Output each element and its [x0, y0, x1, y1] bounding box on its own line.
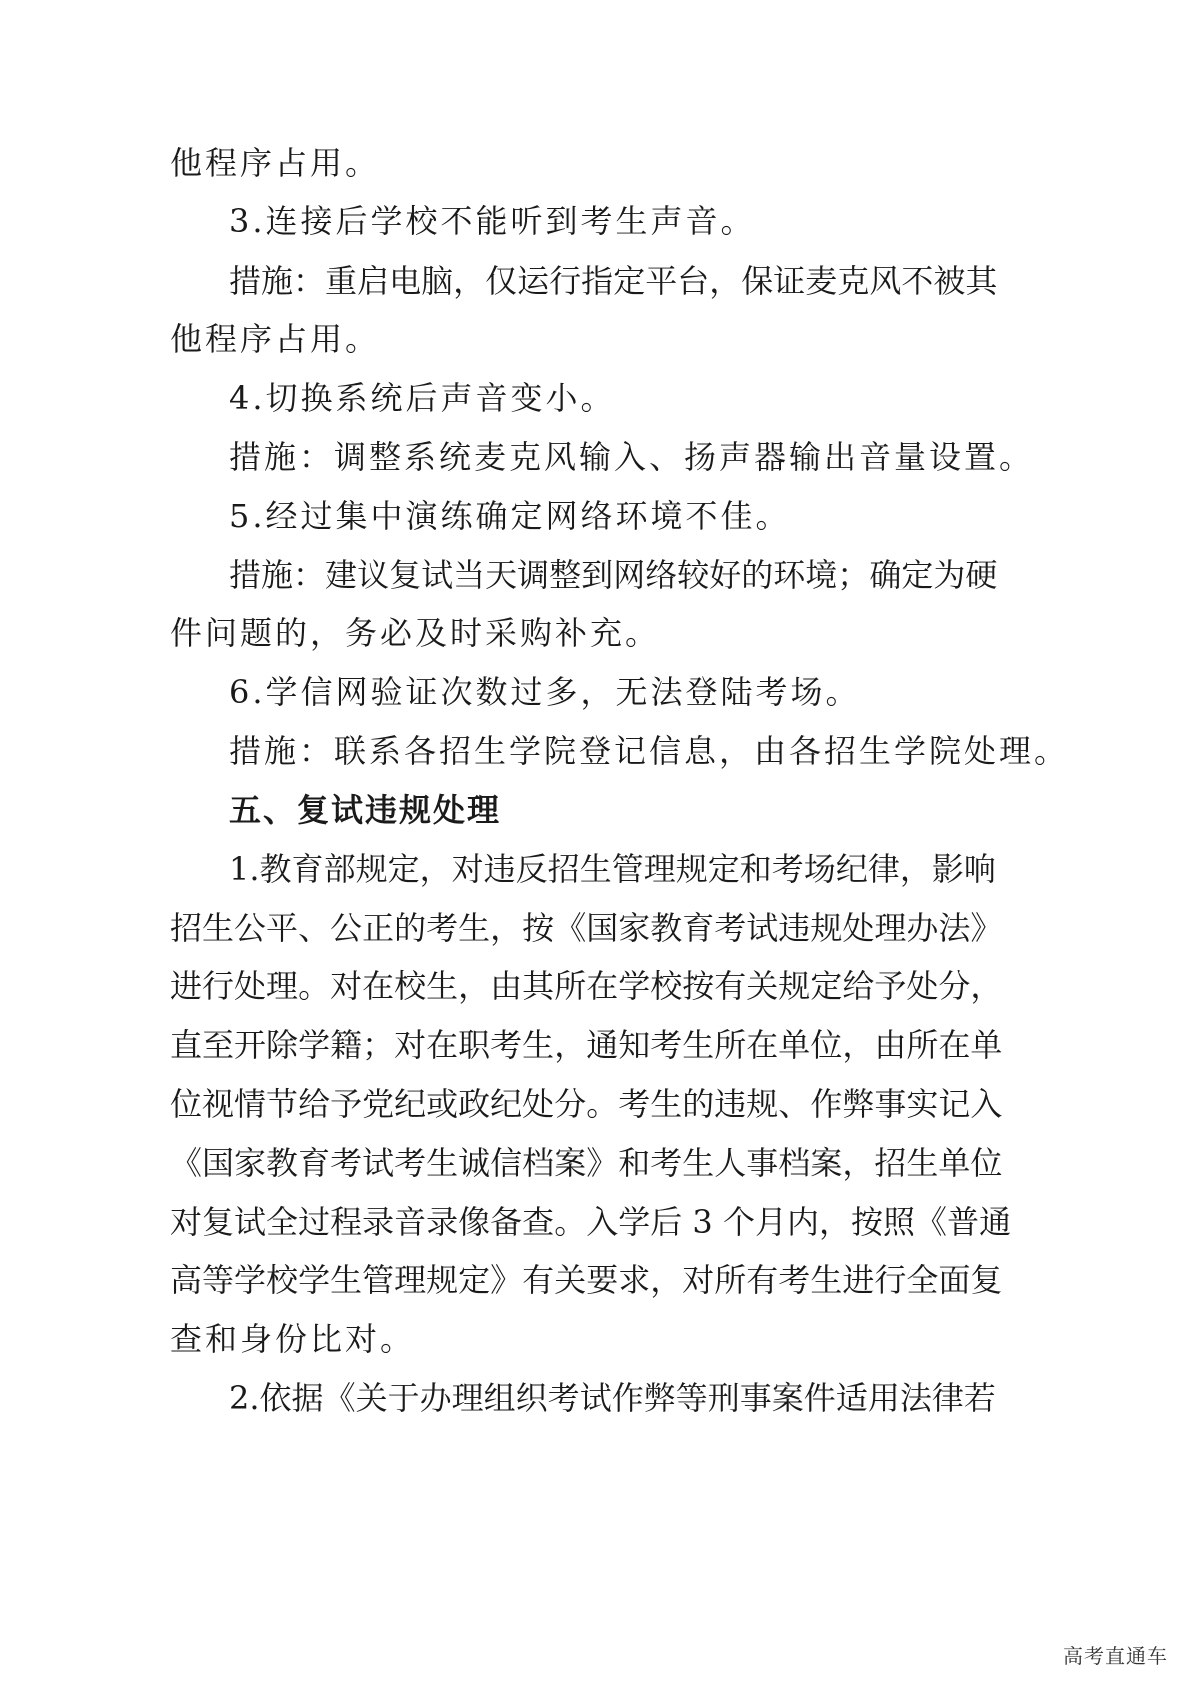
paragraph-line: 措施：联系各招生学院登记信息，由各招生学院处理。 — [229, 732, 1070, 770]
paragraph-line: 6.学信网验证次数过多，无法登陆考场。 — [229, 673, 861, 711]
paragraph-line: 件问题的，务必及时采购补充。 — [170, 614, 661, 652]
paragraph-line: 招 生 公 平 、 公 正 的 考 生 ， 按 《 国 家 教 育 考 试 违 规 处 理 办 法 》 — [170, 909, 1003, 947]
watermark-text: 高考直通车 — [1063, 1644, 1168, 1668]
paragraph-line: 4.切换系统后声音变小。 — [229, 379, 616, 417]
paragraph-line: 1 . 教 育 部 规 定 ， 对 违 反 招 生 管 理 规 定 和 考 场 纪 律 ， 影 响 — [229, 850, 996, 888]
paragraph-line: 进 行 处 理 。 对 在 校 生 ， 由 其 所 在 学 校 按 有 关 规 定 给 予 处 分 ， — [170, 967, 1003, 1005]
paragraph-line: 查和身份比对。 — [170, 1320, 416, 1358]
paragraph-line: 高 等 学 校 学 生 管 理 规 定 》 有 关 要 求 ， 对 所 有 考 生 进 行 全 面 复 — [170, 1261, 1003, 1299]
paragraph-line: 对 复 试 全 过 程 录 音 录 像 备 查 。 入 学 后 3 个 月 内 ， 按 照 《 普 通 — [170, 1203, 1012, 1241]
paragraph-line: 直 至 开 除 学 籍 ； 对 在 职 考 生 ， 通 知 考 生 所 在 单 位 ， 由 所 在 单 — [170, 1026, 1003, 1064]
paragraph-line: 3.连接后学校不能听到考生声音。 — [229, 202, 756, 240]
paragraph-line: 《 国 家 教 育 考 试 考 生 诚 信 档 案 》 和 考 生 人 事 档 案 ， 招 生 单 位 — [170, 1144, 1003, 1182]
paragraph-line: 措 施 ： 建 议 复 试 当 天 调 整 到 网 络 较 好 的 环 境 ； 确 定 为 硬 — [229, 556, 998, 594]
paragraph-line: 位 视 情 节 给 予 党 纪 或 政 纪 处 分 。 考 生 的 违 规 、 作 弊 事 实 记 入 — [170, 1085, 1003, 1123]
paragraph-line: 措 施 ： 重 启 电 脑 ， 仅 运 行 指 定 平 台 ， 保 证 麦 克 风 不 被 其 — [229, 262, 998, 300]
paragraph-line: 2 . 依 据 《 关 于 办 理 组 织 考 试 作 弊 等 刑 事 案 件 适 用 法 律 若 — [229, 1379, 996, 1417]
section-heading: 五、复试违规处理 — [229, 791, 502, 829]
paragraph-line: 他程序占用。 — [170, 144, 381, 182]
paragraph-line: 措施：调整系统麦克风输入、扬声器输出音量设置。 — [229, 438, 1035, 476]
paragraph-line: 5.经过集中演练确定网络环境不佳。 — [229, 497, 791, 535]
paragraph-line: 他程序占用。 — [170, 320, 381, 358]
